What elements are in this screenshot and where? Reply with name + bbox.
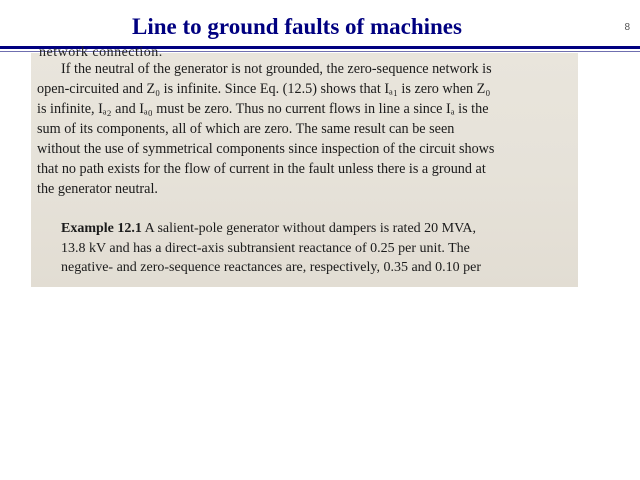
paragraph-line: is infinite, Iₐ₂ and Iₐ₀ must be zero. Thus no current flows in line a since Iₐ is the — [37, 101, 489, 117]
example-paragraph — [61, 219, 573, 278]
paragraph-line: that no path exists for the flow of current in the fault unless there is a ground at — [37, 161, 486, 177]
paragraph-line: open-circuited and Z₀ is infinite. Since Eq. (12.5) shows that Iₐ₁ is zero when Z₀ — [37, 81, 491, 97]
example-line: negative- and zero-sequence reactances are, respectively, 0.35 and 0.10 per — [61, 260, 482, 275]
cut-off-line: network connection. — [39, 45, 163, 60]
scanned-textbook-image — [31, 45, 578, 287]
example-label: Example 12.1 — [61, 221, 142, 236]
slide-number: 8 — [624, 22, 630, 33]
paragraph-line: sum of its components, all of which are zero. The same result can be seen — [37, 121, 455, 137]
slide-title: Line to ground faults of machines — [132, 14, 462, 39]
paragraph-line: without the use of symmetrical components since inspection of the circuit shows — [37, 141, 495, 157]
example-line: A salient-pole generator without dampers is rated 20 MVA, — [144, 221, 477, 236]
example-line: 13.8 kV and has a direct-axis subtransient reactance of 0.25 per unit. The — [61, 240, 470, 256]
neutral-paragraph — [37, 59, 571, 199]
paragraph-line: the generator neutral. — [37, 181, 158, 197]
paragraph-line: If the neutral of the generator is not grounded, the zero-sequence network is — [61, 61, 492, 77]
